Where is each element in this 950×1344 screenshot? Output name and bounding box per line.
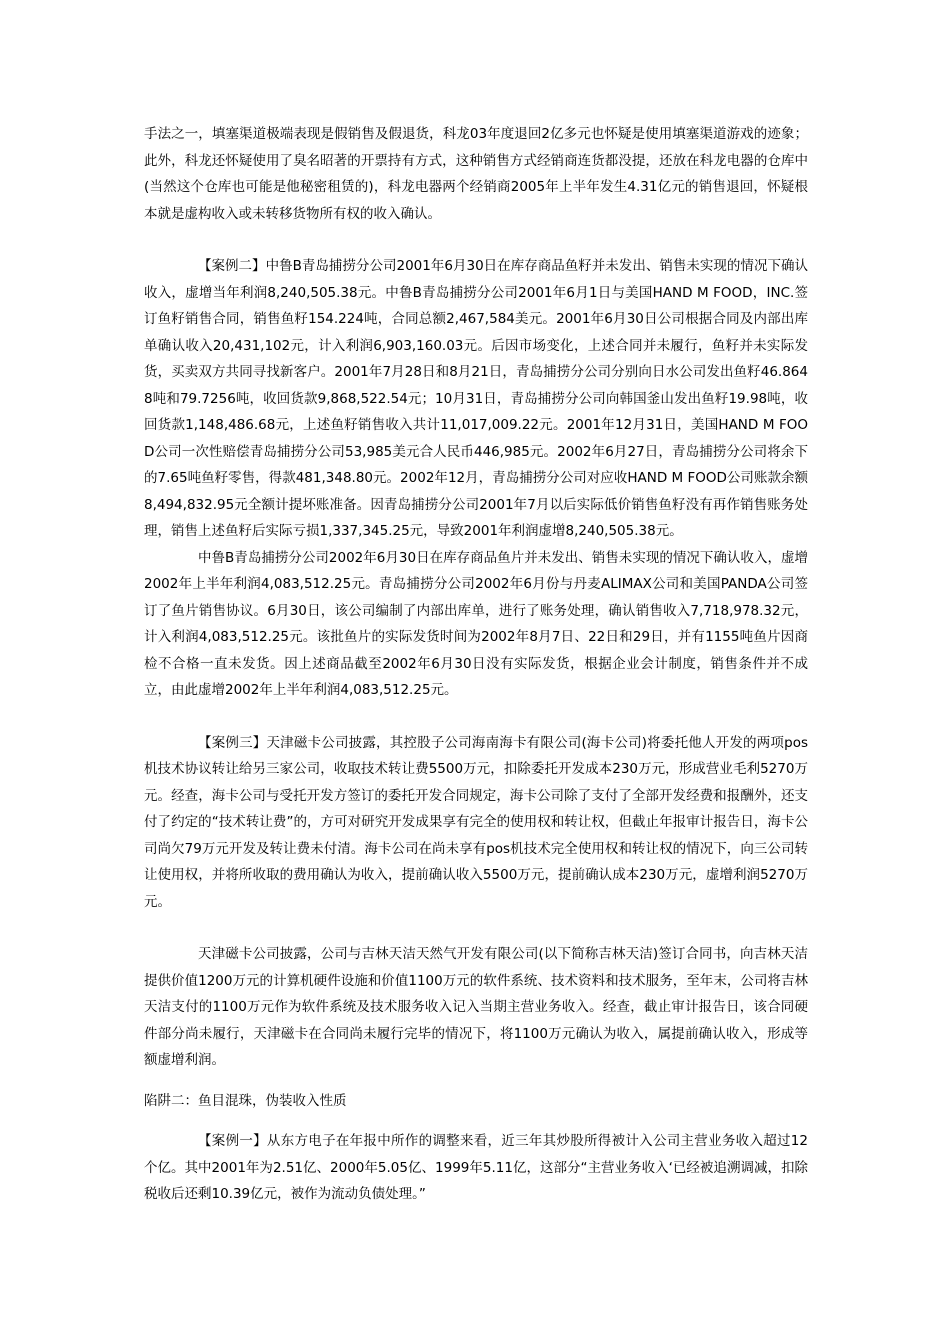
- paragraph-spacer: [144, 1074, 808, 1088]
- paragraph-kelon-channel-stuffing: 手法之一，填塞渠道极端表现是假销售及假退货，科龙03年度退回2亿多元也怀疑是使用填塞渠道游戏的迹象；此外，科龙还怀疑使用了臭名昭著的开票持有方式，这种销售方式经销商连货都没提，还放在科龙电器的仓库中(当然这个仓库也可能是他秘密租赁的)，科龙电器两个经销商2005年上半年发生4.31亿元的销售退回，怀疑根本就是虚构收入或未转移货物所有权的收入确认。: [144, 126, 808, 222]
- paragraph-spacer: [144, 704, 808, 730]
- paragraph-case-two-fish-fillet: 中鲁B青岛捕捞分公司2002年6月30日在库存商品鱼片并未发出、销售未实现的情况下确认收入，虚增2002年上半年利润4,083,512.25元。青岛捕捞分公司2002年6月份与丹麦ALIMAX公司和美国PANDA公司签订了鱼片销售协议。6月30日，该公司编制了内部出库单，进行了账务处理，确认销售收入7,718,978.32元，计入利润4,083,512.25元。该批鱼片的实际发货时间为2002年8月7日、22日和29日，并有1155吨鱼片因商检不合格一直未发货。因上述商品截至2002年6月30日没有实际发货，根据企业会计制度，销售条件并不成立，由此虚增2002年上半年利润4,083,512.25元。: [144, 549, 808, 698]
- paragraph-spacer: [144, 227, 808, 253]
- section-heading-trap-two: 陷阱二：鱼目混珠，伪装收入性质: [144, 1092, 347, 1109]
- paragraph-spacer: [144, 1114, 808, 1128]
- paragraph-jilin-tianjie-contract: 天津磁卡公司披露，公司与吉林天洁天然气开发有限公司(以下简称吉林天洁)签订合同书，向吉林天洁提供价值1200万元的计算机硬件设施和价值1100万元的软件系统、技术资料和技术服务，至年末，公司将吉林天洁支付的1100万元作为软件系统及技术服务收入记入当期主营业务收入。经查，截止审计报告日，该合同硬件部分尚未履行，天津磁卡在合同尚未履行完毕的情况下，将1100万元确认为收入，属提前确认收入，形成等额虚增利润。: [144, 946, 808, 1068]
- paragraph-case-one-dongfang: 【案例一】从东方电子在年报中所作的调整来看，近三年其炒股所得被计入公司主营业务收入超过12个亿。其中2001年为2.51亿、2000年5.05亿、1999年5.11亿，这部分“主营业务收入‘已经被追溯调减，扣除税收后还剩10.39亿元，被作为流动负债处理。”: [144, 1133, 808, 1202]
- document-body: [144, 121, 808, 1208]
- paragraph-case-three-pos-tech: 【案例三】天津磁卡公司披露，其控股子公司海南海卡有限公司(海卡公司)将委托他人开发的两项pos机技术协议转让给另三家公司，收取技术转让费5500万元，扣除委托开发成本230万元，形成营业毛利5270万元。经查，海卡公司与受托开发方签订的委托开发合同规定，海卡公司除了支付了全部开发经费和报酬外，还支付了约定的“技术转让费”的，方可对研究开发成果享有完全的使用权和转让权，但截止年报审计报告日，海卡公司尚欠79万元开发及转让费未付清。海卡公司在尚未享有pos机技术完全使用权和转让权的情况下，向三公司转让使用权，并将所收取的费用确认为收入，提前确认收入5500万元，提前确认成本230万元，虚增利润5270万元。: [144, 734, 808, 910]
- paragraph-case-two-fish-roe: 【案例二】中鲁B青岛捕捞分公司2001年6月30日在库存商品鱼籽并未发出、销售未实现的情况下确认收入，虚增当年利润8,240,505.38元。中鲁B青岛捕捞分公司2001年6月1日与美国HAND M FOOD，INC.签订鱼籽销售合同，销售鱼籽154.224吨，合同总额2,467,584美元。2001年6月30日公司根据合同及内部出库单确认收入20,431,102元，计入利润6,903,160.03元。后因市场变化，上述合同并未履行，鱼籽并未实际发货，买卖双方共同寻找新客户。2001年7月28日和8月21日，青岛捕捞分公司分别向日水公司发出鱼籽46.8648吨和79.7256吨，收回货款9,868,522.54元；10月31日，青岛捕捞分公司向韩国釜山发出鱼籽19.98吨，收回货款1,148,486.68元，上述鱼籽销售收入共计11,017,009.22元。2001年12月31日，美国HAND M FOOD公司一次性赔偿青岛捕捞分公司53,985美元合人民币446,985元。2002年6月27日，青岛捕捞分公司将余下的7.65吨鱼籽零售，得款481,348.80元。2002年12月，青岛捕捞分公司对应收HAND M FOOD公司账款余额8,494,832.95元全额计提坏账准备。因青岛捕捞分公司2001年7月以后实际低价销售鱼籽没有再作销售账务处理，销售上述鱼籽后实际亏损1,337,345.25元，导致2001年利润虚增8,240,505.38元。: [144, 258, 808, 539]
- paragraph-spacer: [144, 915, 808, 941]
